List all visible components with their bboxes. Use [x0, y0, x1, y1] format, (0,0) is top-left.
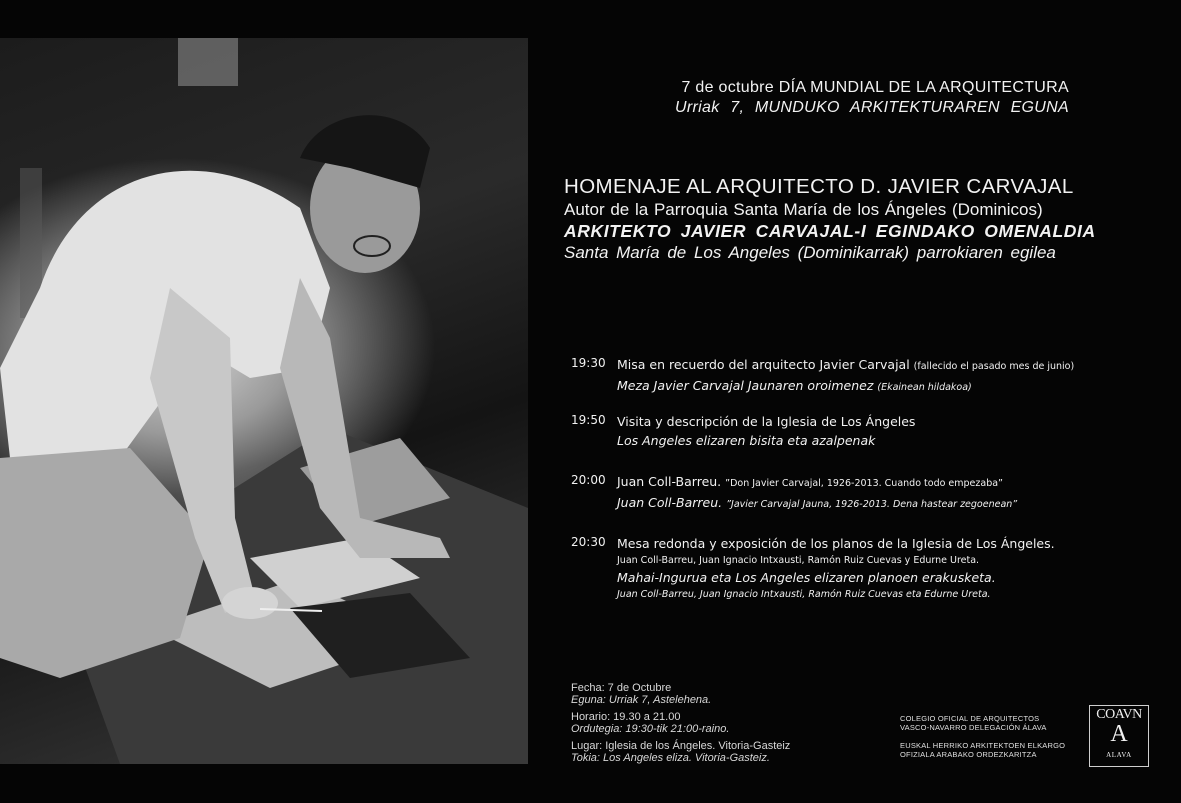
program-description-eu: Juan Coll-Barreu. ”Javier Carvajal Jauna, 1926-2013. Dena hastear zegoenean”	[617, 495, 1018, 510]
program-description-es: Misa en recuerdo del arquitecto Javier Carvajal (fallecido el pasado mes de junio)	[617, 357, 1075, 372]
event-info	[571, 682, 790, 769]
title-basque: ARKITEKTO JAVIER CARVAJAL-I EGINDAKO OMENALDIA	[564, 221, 1096, 241]
program-item	[571, 355, 1161, 397]
date-info	[571, 682, 790, 706]
background-light	[178, 38, 238, 86]
speakers-eu: Juan Coll-Barreu, Juan Ignacio Intxausti, Ramón Ruiz Cuevas eta Edurne Ureta.	[617, 589, 991, 600]
hand	[222, 587, 278, 619]
organizer-line: OFIZIALA ARABAKO ORDEZKARITZA	[900, 750, 1037, 759]
program-description-eu: Meza Javier Carvajal Jaunaren oroimenez (Ekainean hildakoa)	[617, 378, 972, 393]
logo-mark: A	[1110, 721, 1128, 747]
tokia-text: Tokia: Los Angeles eliza. Vitoria-Gasteiz.	[571, 752, 770, 764]
program-item	[571, 472, 1161, 514]
logo-city: ALAVA	[1106, 751, 1132, 759]
speakers-es: Juan Coll-Barreu, Juan Ignacio Intxausti, Ramón Ruiz Cuevas y Edurne Ureta.	[617, 555, 980, 566]
organizer-line: EUSKAL HERRIKO ARKITEKTOEN ELKARGO	[900, 741, 1066, 750]
logo-name: COAVN	[1096, 707, 1142, 722]
program-description-eu: Los Angeles elizaren bisita eta azalpenak	[617, 433, 876, 448]
lugar-text: Lugar: Iglesia de los Ángeles. Vitoria-Gasteiz	[571, 740, 791, 752]
program-description-es: Juan Coll-Barreu. ”Don Javier Carvajal, 1926-2013. Cuando todo empezaba”	[617, 474, 1003, 489]
architect-photo	[0, 38, 528, 764]
event-program	[571, 355, 1161, 617]
ordutegia-text: Ordutegia: 19:30-tik 21:00-raino.	[571, 723, 730, 735]
program-item	[571, 534, 1161, 602]
subtitle-basque: Santa María de Los Angeles (Dominikarrak) parrokiaren egilea	[564, 243, 1056, 262]
program-description-es: Visita y descripción de la Iglesia de Los Ángeles	[617, 414, 916, 429]
eguna-text: Eguna: Urriak 7, Astelehena.	[571, 694, 712, 706]
program-item	[571, 412, 1161, 450]
program-time: 19:50	[571, 413, 606, 427]
date-basque: Urriak 7, MUNDUKO ARKITEKTURAREN EGUNA	[675, 99, 1069, 116]
coavn-logo	[1089, 705, 1149, 767]
tribute-title	[564, 175, 1154, 263]
organizer-line: VASCO-NAVARRO DELEGACIÓN ÁLAVA	[900, 723, 1047, 732]
date-spanish: 7 de octubre DÍA MUNDIAL DE LA ARQUITECTURA	[681, 79, 1069, 96]
title-spanish: HOMENAJE AL ARQUITECTO D. JAVIER CARVAJAL	[564, 175, 1074, 198]
world-architecture-day-header	[675, 78, 1069, 118]
photo-illustration	[0, 38, 528, 764]
organizer-line: COLEGIO OFICIAL DE ARQUITECTOS	[900, 714, 1040, 723]
program-time: 19:30	[571, 356, 606, 370]
schedule-info	[571, 711, 790, 735]
fecha-text: Fecha: 7 de Octubre	[571, 682, 672, 694]
program-description-eu: Mahai-Ingurua eta Los Angeles elizaren planoen erakusketa.	[617, 570, 996, 585]
location-info	[571, 740, 790, 764]
program-description-es: Mesa redonda y exposición de los planos de la Iglesia de Los Ángeles.	[617, 536, 1055, 551]
subtitle-spanish: Autor de la Parroquia Santa María de los Ángeles (Dominicos)	[564, 200, 1043, 219]
program-time: 20:30	[571, 535, 606, 549]
program-time: 20:00	[571, 473, 606, 487]
horario-text: Horario: 19.30 a 21.00	[571, 711, 681, 723]
organizer-text	[900, 714, 1080, 759]
